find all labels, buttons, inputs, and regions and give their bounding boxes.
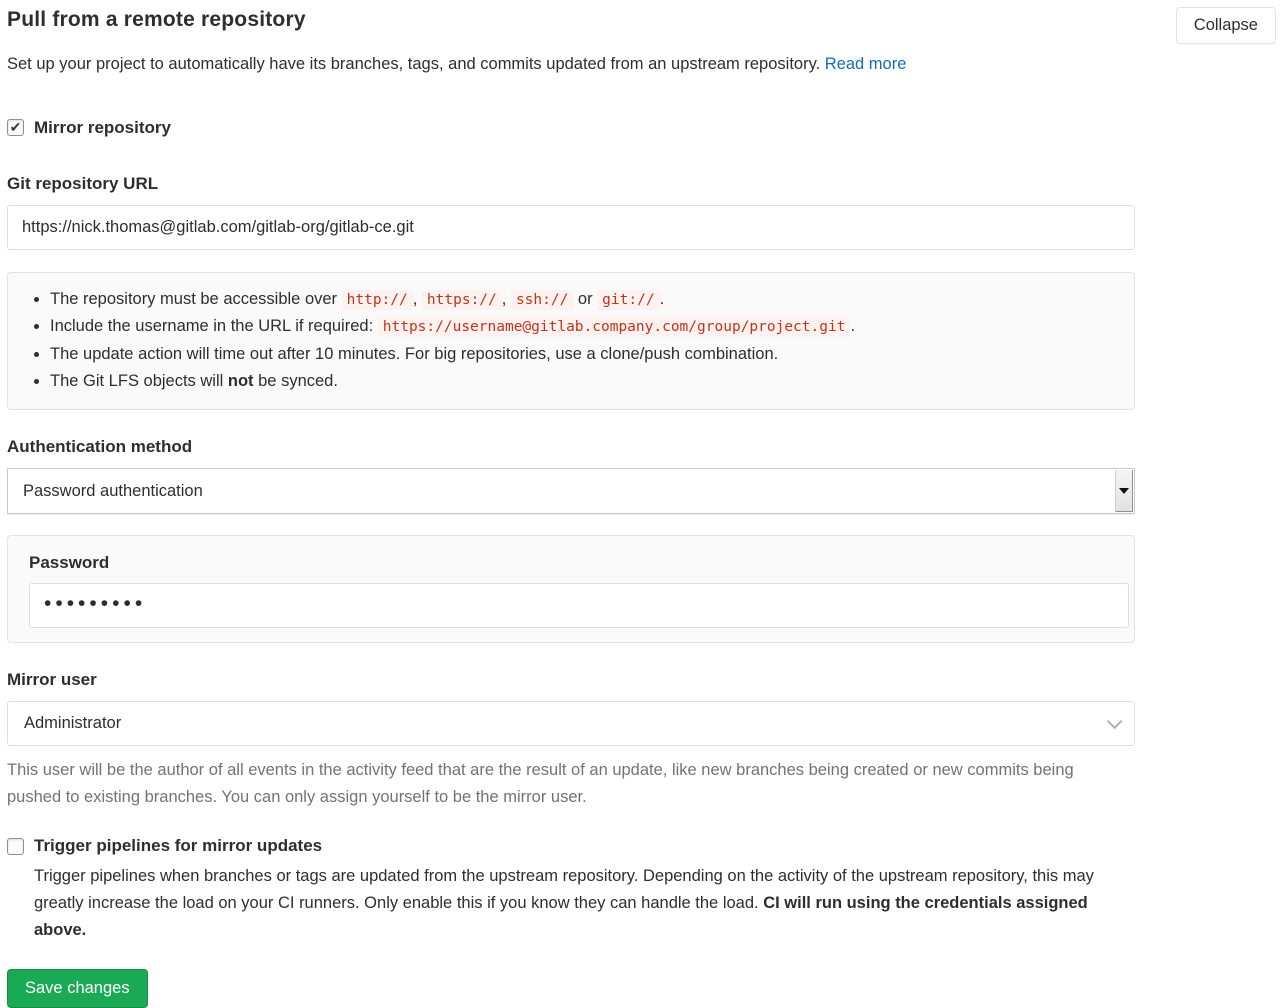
git-repository-url-label: Git repository URL (7, 173, 159, 193)
password-value: ••••••••• (44, 591, 147, 615)
section-header (7, 6, 1276, 32)
intro-text: Set up your project to automatically have its branches, tags, and commits updated from an upstream repository. (7, 55, 821, 73)
password-input[interactable] (29, 583, 1129, 628)
git-repository-url-input[interactable] (7, 205, 1135, 250)
chevron-down-icon (1107, 714, 1123, 730)
git-repository-url-value: https://nick.thomas@gitlab.com/gitlab-org/gitlab-ce.git (22, 217, 414, 236)
authentication-method-value: Password authentication (23, 481, 203, 500)
mirror-repository-row (7, 118, 1135, 138)
mirror-repository-checkbox[interactable] (7, 119, 24, 136)
trigger-pipelines-checkbox[interactable] (7, 838, 24, 855)
list-item: • Include the username in the URL if required: https://username@gitlab.company.com/group/project.git . (50, 313, 1110, 341)
trigger-help-bold: CI will run using the credentials assigned above. (34, 894, 1088, 940)
collapse-button[interactable]: Collapse (1176, 7, 1276, 44)
list-item: • The update action will time out after 10 minutes. For big repositories, use a clone/push combination. (50, 341, 1110, 368)
authentication-method-label: Authentication method (7, 437, 193, 457)
mirror-user-value: Administrator (24, 714, 122, 733)
read-more-link[interactable]: Read more (824, 55, 907, 73)
select-arrow-icon (1115, 470, 1133, 512)
authentication-method-select[interactable] (7, 468, 1135, 514)
mirror-user-help: This user will be the author of all events in the activity feed that are the result of an update, like new branches being created or new commits being pushed to existing branches. You can only assign yourself to be the mirror user. (7, 761, 1074, 806)
url-requirements-list (50, 286, 1110, 394)
trigger-pipelines-help (34, 863, 1124, 944)
mirror-settings-form (7, 118, 1135, 1008)
url-requirements-box (7, 272, 1135, 410)
trigger-pipelines-label[interactable]: Trigger pipelines for mirror updates (34, 836, 323, 856)
password-panel (7, 535, 1135, 643)
trigger-pipelines-row (7, 836, 1135, 856)
mirror-user-select[interactable] (7, 701, 1135, 746)
trigger-help-text: Trigger pipelines when branches or tags are updated from the upstream repository. Depending on the activity of the upstream repository, this may greatly increase the load on your CI runners. Only enable this if you know they can handle the load. (34, 867, 1094, 913)
page-title: Pull from a remote repository (7, 8, 306, 31)
mirror-user-label: Mirror user (7, 670, 97, 690)
section-description (7, 52, 1276, 77)
password-label: Password (29, 553, 110, 573)
list-item: • The repository must be accessible over http:// , https:// , ssh:// or git:// . (50, 286, 1110, 314)
list-item: • The Git LFS objects will not be synced. (50, 368, 1110, 395)
mirror-repository-label[interactable]: Mirror repository (34, 117, 171, 137)
save-changes-button[interactable]: Save changes (7, 969, 148, 1008)
